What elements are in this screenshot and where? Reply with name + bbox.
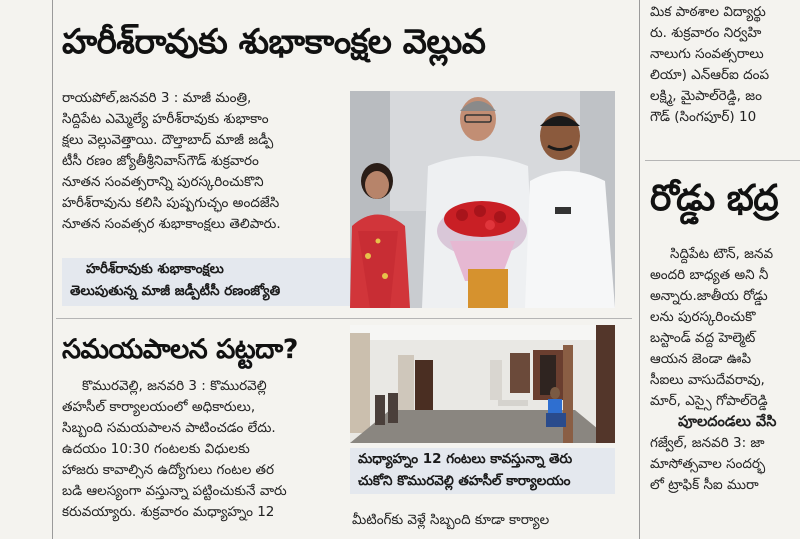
right-line: మిక పాఠశాల విద్యార్థు xyxy=(650,4,766,20)
right-line: లో ట్రాఫిక్ సీఐ మురా xyxy=(650,477,759,493)
story2-line: తహసీల్ కార్యాలయంలో అధికారులు, xyxy=(62,399,256,415)
right-line: లియా) ఎన్‌ఆర్‌ఐ దంప xyxy=(650,67,770,83)
story1-line: నూతన సంవత్సరాన్ని పురస్కరించుకొని xyxy=(62,174,264,190)
story2-line: సిబ్బంది సమయపాలన పాటించడం లేదు. xyxy=(62,420,276,436)
story2-continued: మీటింగ్‌కు వెళ్లే సిబ్బంది కూడా కార్యాల xyxy=(352,512,550,528)
greeting-photo xyxy=(350,91,615,308)
right-line: లక్ష్మి, మైపాల్‌రెడ్డి, జం xyxy=(650,88,762,104)
story1-headline: హరీశ్‌రావుకు శుభాకాంక్షల వెల్లువ xyxy=(62,22,486,62)
right-line: మాసోత్సవాల సందర్భ xyxy=(650,456,766,472)
right-line: లను పురస్కరించుకొ xyxy=(650,309,756,325)
right-line: సిద్దిపేట టౌన్, జనవ xyxy=(670,246,774,262)
right-line: బస్టాండ్ వద్ద హెల్మెట్ xyxy=(650,330,756,346)
story2-line: ఉదయం 10:30 గంటలకు విధులకు xyxy=(62,441,250,457)
divider xyxy=(56,318,632,319)
story1-line: హరీశ్‌రావును కలిసి పుష్పగుచ్ఛం అందజేసి xyxy=(62,195,280,211)
caption-line: హరీశ్‌రావుకు శుభాకాంక్షలు xyxy=(86,261,224,277)
right-line: ఆయన జెండా ఊపి xyxy=(650,351,752,367)
right-line: అందరి బాధ్యత అని నీ xyxy=(650,267,769,283)
story1-line: టీసీ రణం జ్యోతీశ్రీనివాస్‌గౌడ్ శుక్రవారం xyxy=(62,153,259,169)
right-divider xyxy=(645,160,800,161)
story1-line: రాయపోల్,జనవరి 3 : మాజీ మంత్రి, xyxy=(62,90,252,106)
story1-line: సిద్దిపేట ఎమ్మెల్యే హరీశ్‌రావుకు శుభాకాం xyxy=(62,111,269,127)
caption-line: చుకోని కొమురవెల్లి తహసీల్ కార్యాలయం xyxy=(358,473,571,489)
right-line: గౌడ్ (సింగపూర్) 10 xyxy=(650,109,757,125)
story1-line: నూతన సంవత్సర శుభాకాంక్షలు తెలిపారు. xyxy=(62,216,281,232)
caption-line: మధ్యాహ్నం 12 గంటలు కావస్తున్నా తెరు xyxy=(358,451,573,467)
right-line: గజ్వేల్, జనవరి 3: జా xyxy=(650,435,765,451)
right-line: మార్, ఎస్సై గోపాల్‌రెడ్డి xyxy=(650,393,768,409)
column-rule-left xyxy=(52,0,53,539)
story2-line: కొమురవెల్లి, జనవరి 3 : కొమురవెల్లి xyxy=(82,378,267,394)
office-photo-image xyxy=(350,325,615,443)
story2-line: కరువయ్యారు. శుక్రవారం మధ్యాహ్నం 12 xyxy=(62,504,275,520)
story1-caption xyxy=(62,258,351,306)
story2-headline: సమయపాలన పట్టదా? xyxy=(62,334,298,365)
story1-body xyxy=(62,88,342,235)
column-rule-right xyxy=(639,0,640,539)
right-headline: రోడ్డు భద్ర xyxy=(650,178,779,219)
story2-line: హాజరు కావాల్సిన ఉద్యోగులు గంటల తర xyxy=(62,462,275,478)
right-line: సీఐలు వాసుదేవరావు, xyxy=(650,372,765,388)
right-subhead: పూలదండలు వేసి xyxy=(678,414,777,430)
office-photo xyxy=(350,325,615,443)
right-line: అన్నారు.జాతీయ రోడ్డు xyxy=(650,288,768,304)
right-line: నాలుగు సంవత్సరాలు xyxy=(650,46,764,62)
caption-line: తెలుపుతున్న మాజీ జడ్పీటీసీ రణంజ్యోతి xyxy=(70,283,281,299)
story2-caption xyxy=(350,448,615,494)
story1-line: క్షలు వెల్లువెత్తాయి. దౌల్తాబాద్ మాజీ జడ్పీ xyxy=(62,132,274,148)
right-line: రు. శుక్రవారం నిర్వహి xyxy=(650,25,762,41)
story2-body xyxy=(62,376,342,523)
greeting-photo-image xyxy=(350,91,615,308)
story2-line: బడి ఆలస్యంగా వస్తున్నా పట్టించుకునే వారు xyxy=(62,483,287,499)
right-body xyxy=(650,244,800,496)
right-top-text xyxy=(650,2,800,128)
